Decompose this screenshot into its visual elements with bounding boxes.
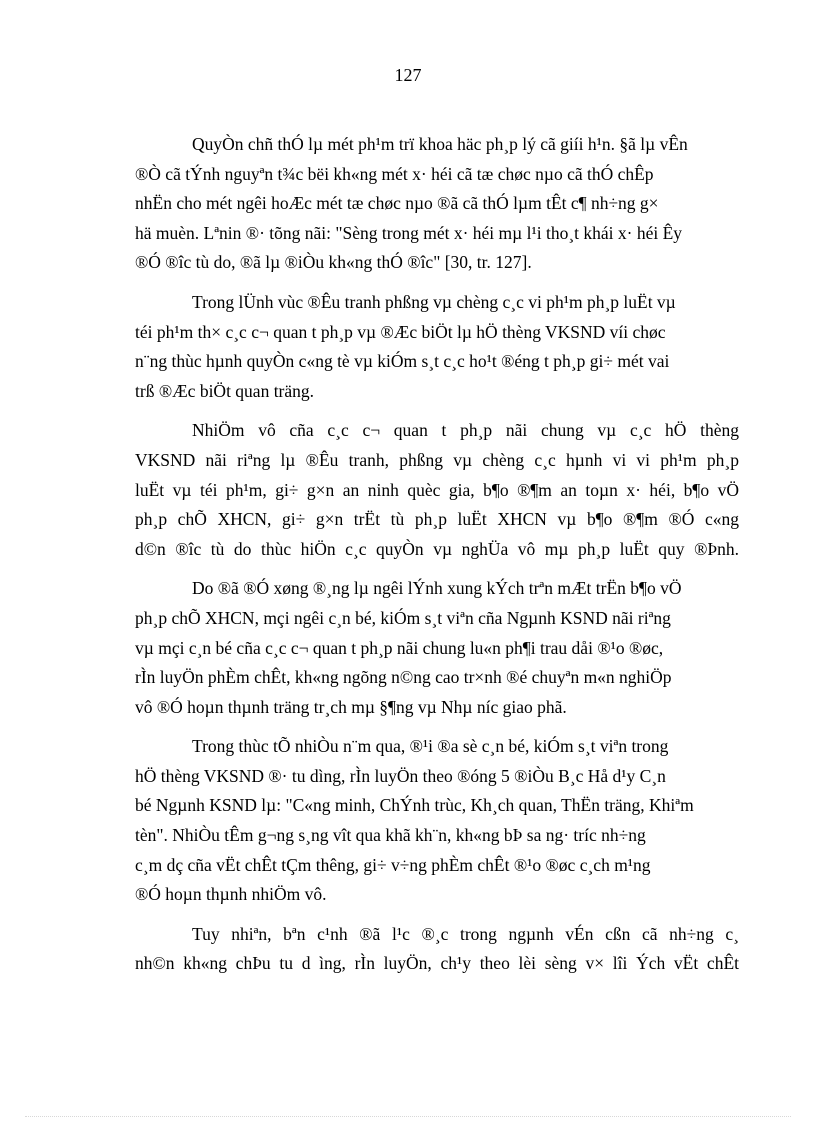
text-line: Do ®ã ®Ó xøng ®¸ng lµ ngêi lÝnh xung kÝch trªn mÆt trËn b¶o vÖ — [192, 578, 682, 599]
text-line: hÖ thèng VKSND ®· tu dìng, rÌn luyÖn theo ®óng 5 ®iÒu B¸c Hå d¹y C¸n — [135, 765, 666, 786]
text-line: ®Ò cã tÝnh nguyªn t¾c bëi kh«ng mét x· héi cã tæ chøc nµo cã thÓ chÊp — [135, 163, 654, 184]
text-line: tèn". NhiÒu tÊm g¬ng s¸ng vît qua khã kh¨n, kh«ng bÞ sa ng· tríc nh÷ng — [135, 825, 646, 846]
text-line: nh©n kh«ng chÞu tu d ìng, rÌn luyÖn, ch¹y theo lèi sèng v× lîi Ých vËt chÊt — [135, 953, 739, 974]
text-line: VKSND nãi riªng lµ ®Êu tranh, phßng vµ chèng c¸c hµnh vi vi ph¹m ph¸p — [135, 449, 739, 470]
paragraph — [135, 574, 739, 722]
text-line: d©n ®îc tù do thùc hiÖn c¸c quyÒn vµ nghÜa vô mµ ph¸p luËt quy ®Þnh. — [135, 538, 739, 559]
text-line: hä muèn. Lªnin ®· tõng nãi: "Sèng trong mét x· héi mµ l¹i tho¸t khái x· héi Êy — [135, 222, 683, 243]
paragraph — [135, 288, 739, 406]
paragraph — [135, 920, 739, 979]
footer-rule — [25, 1116, 791, 1117]
text-line: nhËn cho mét ngêi hoÆc mét tæ chøc nµo ®ã cã thÓ lµm tÊt c¶ nh÷ng g× — [135, 193, 659, 214]
text-line: Trong lÜnh vùc ®Êu tranh phßng vµ chèng c¸c vi ph¹m ph¸p luËt vµ — [192, 291, 676, 312]
body-text — [135, 130, 739, 989]
text-line: trß ®Æc biÖt quan träng. — [135, 380, 315, 401]
page-number: 127 — [394, 65, 422, 85]
text-line: n¨ng thùc hµnh quyÒn c«ng tè vµ kiÓm s¸t c¸c ho¹t ®éng t ph¸p gi÷ mét vai — [135, 351, 670, 372]
text-line: NhiÖm vô cña c¸c c¬ quan t ph¸p nãi chung vµ c¸c hÖ thèng — [192, 420, 739, 441]
text-line: vô ®Ó hoµn thµnh träng tr¸ch mµ §¶ng vµ Nhµ níc giao phã. — [135, 696, 567, 717]
text-line: c¸m dç cña vËt chÊt tÇm thêng, gi÷ v÷ng phÈm chÊt ®¹o ®øc c¸ch m¹ng — [135, 854, 651, 875]
text-line: téi ph¹m th× c¸c c¬ quan t ph¸p vµ ®Æc biÖt lµ hÖ thèng VKSND víi chøc — [135, 321, 666, 342]
paragraph — [135, 416, 739, 564]
paragraph — [135, 732, 739, 910]
text-line: ph¸p chÕ XHCN, gi÷ g×n trËt tù ph¸p luËt XHCN vµ b¶o ®¶m ®Ó c«ng — [135, 509, 739, 530]
text-line: Tuy nhiªn, bªn c¹nh ®ã l¹c ®¸c trong ngµnh vÉn cßn cã nh÷ng c¸ — [192, 923, 739, 944]
text-line: ®Ó ®îc tù do, ®ã lµ ®iÒu kh«ng thÓ ®îc" [30, tr. 127]. — [135, 252, 532, 273]
text-line: ®Ó hoµn thµnh nhiÖm vô. — [135, 884, 327, 905]
text-line: luËt vµ téi ph¹m, gi÷ g×n an ninh quèc gia, b¶o ®¶m an toµn x· héi, b¶o vÖ — [135, 479, 739, 500]
text-line: rÌn luyÖn phÈm chÊt, kh«ng ngõng n©ng cao tr×nh ®é chuyªn m«n nghiÖp — [135, 667, 672, 688]
text-line: ph¸p chÕ XHCN, mçi ngêi c¸n bé, kiÓm s¸t viªn cña Ngµnh KSND nãi riªng — [135, 607, 671, 628]
text-line: QuyÒn chñ thÓ lµ mét ph¹m trï khoa häc ph¸p lý cã giíi h¹n. §ã lµ vÊn — [192, 134, 688, 154]
text-line: vµ mçi c¸n bé cña c¸c c¬ quan t ph¸p nãi chung lu«n ph¶i trau dåi ®¹o ®øc, — [135, 637, 664, 658]
text-line: bé Ngµnh KSND lµ: "C«ng minh, ChÝnh trùc, Kh¸ch quan, ThËn träng, Khiªm — [135, 795, 694, 816]
paragraph — [135, 130, 739, 278]
text-line: Trong thùc tÕ nhiÒu n¨m qua, ®¹i ®a sè c¸n bé, kiÓm s¸t viªn trong — [192, 736, 669, 757]
